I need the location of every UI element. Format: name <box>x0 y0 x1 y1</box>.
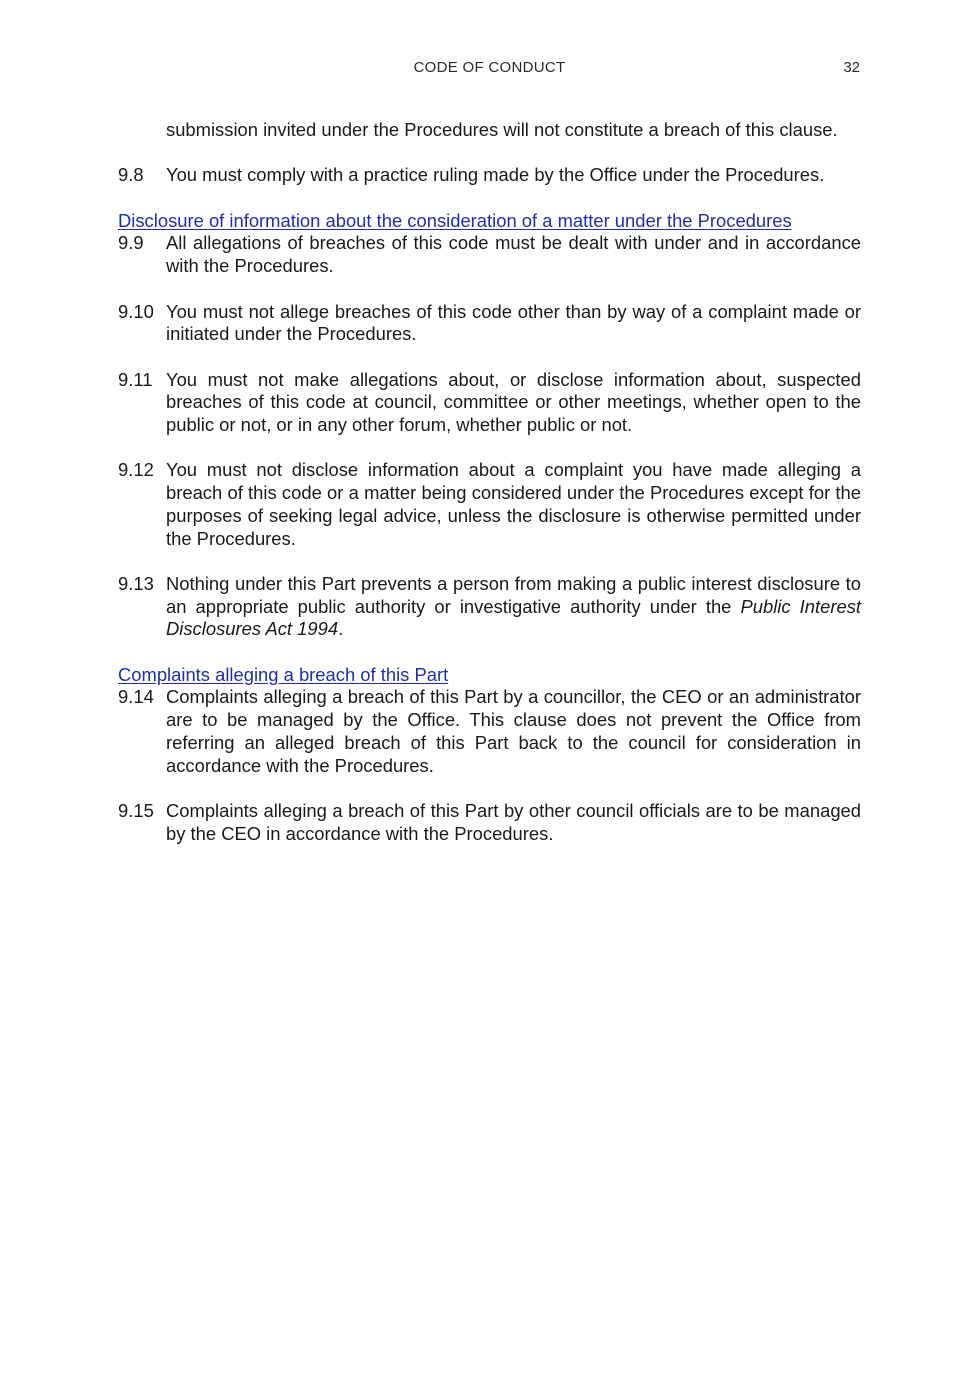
clause-continuation: submission invited under the Procedures will not constitute a breach of this clause. <box>166 119 838 140</box>
clause-9-14 <box>118 686 861 777</box>
clause-text-before: Nothing under this Part prevents a person from making a public interest disclosure to an appropriate public authority or investigative authority under the <box>166 572 861 617</box>
clause-text: All allegations of breaches of this code must be dealt with under and in accordance with the Procedures. <box>166 232 861 277</box>
clause-number: 9.13 <box>118 572 154 594</box>
clause-number: 9.12 <box>118 459 154 481</box>
clause-9-8 <box>118 164 861 187</box>
clause-9-9 <box>118 232 861 277</box>
clause-number: 9.9 <box>118 232 144 254</box>
clause-number: 9.8 <box>118 164 144 186</box>
clause-number: 9.15 <box>118 799 154 821</box>
section-heading-disclosure: Disclosure of information about the consideration of a matter under the Procedures <box>118 209 792 231</box>
clause-text: Complaints alleging a breach of this Part by other council officials are to be managed by the CEO in accordance with the Procedures. <box>166 799 861 844</box>
clause-number: 9.10 <box>118 300 154 322</box>
clause-9-11 <box>118 369 861 437</box>
clause-number: 9.11 <box>118 368 153 390</box>
clause-text: You must comply with a practice ruling made by the Office under the Procedures. <box>166 164 825 186</box>
page-body <box>118 119 861 868</box>
clause-text: You must not allege breaches of this code other than by way of a complaint made or initiated under the Procedures. <box>166 300 861 345</box>
clause-number: 9.14 <box>118 686 154 708</box>
clause-9-10 <box>118 301 861 346</box>
clause-text: You must not make allegations about, or disclose information about, suspected breaches of this code at council, committee or other meetings, whether open to the public or not, or in any other forum, whether public or not. <box>166 368 861 436</box>
clause-text: Complaints alleging a breach of this Part by a councillor, the CEO or an administrator are to be managed by the Office. This clause does not prevent the Office from referring an alleged breach of this Part back to the council for consideration in accordance with the Procedures. <box>166 686 861 776</box>
clause-9-15 <box>118 800 861 845</box>
clause-text <box>166 573 861 641</box>
act-name: Public Interest Disclosures Act 1994 <box>166 595 862 640</box>
clause-9-13 <box>118 573 861 641</box>
clause-text-after: . <box>338 618 344 640</box>
clause-9-12 <box>118 459 861 550</box>
clause-text: You must not disclose information about a complaint you have made alleging a breach of this code or a matter being considered under the Procedures except for the purposes of seeking legal advice, unless the disclosure is otherwise permitted under the Procedures. <box>166 459 861 549</box>
section-heading-complaints: Complaints alleging a breach of this Part <box>118 663 449 685</box>
page-number: 32 <box>843 59 860 76</box>
running-header-title: CODE OF CONDUCT <box>413 59 566 76</box>
